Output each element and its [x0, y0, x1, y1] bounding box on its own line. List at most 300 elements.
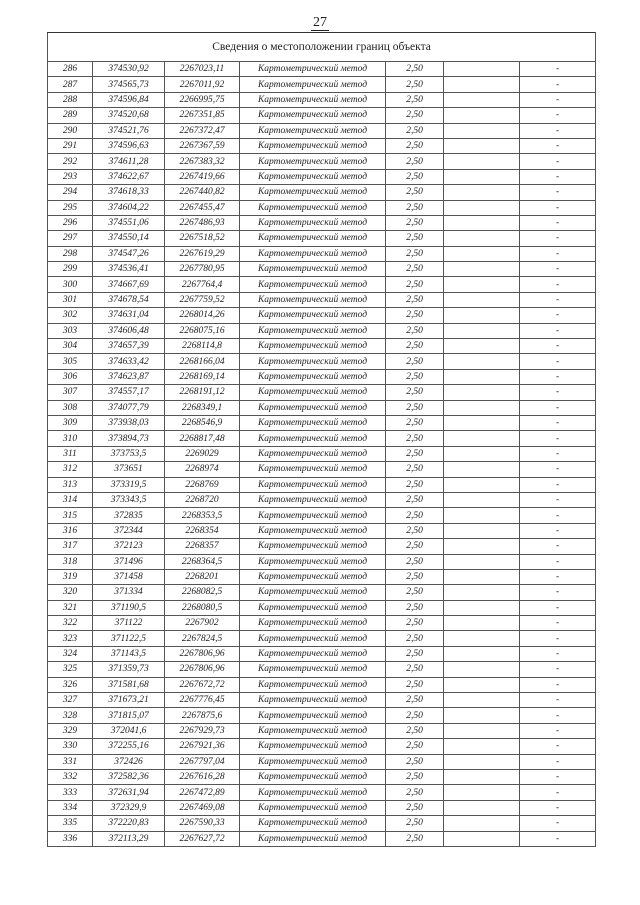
accuracy-cell: 2,50: [386, 677, 444, 692]
empty-cell: [444, 262, 520, 277]
x-coordinate-cell: 374521,76: [93, 123, 165, 138]
y-coordinate-cell: 2268169,14: [165, 369, 240, 384]
point-number-cell: 306: [48, 369, 93, 384]
table-row: [48, 662, 596, 677]
point-number-cell: 286: [48, 62, 93, 77]
note-cell: -: [520, 462, 596, 477]
accuracy-cell: 2,50: [386, 77, 444, 92]
y-coordinate-cell: 2268720: [165, 492, 240, 507]
y-coordinate-cell: 2267806,96: [165, 646, 240, 661]
x-coordinate-cell: 372329,9: [93, 800, 165, 815]
page-number-text: 27: [313, 15, 327, 30]
accuracy-cell: 2,50: [386, 569, 444, 584]
empty-cell: [444, 477, 520, 492]
table-row: [48, 431, 596, 446]
note-cell: -: [520, 400, 596, 415]
y-coordinate-cell: 2267616,28: [165, 769, 240, 784]
note-cell: -: [520, 108, 596, 123]
table-row: [48, 769, 596, 784]
empty-cell: [444, 616, 520, 631]
accuracy-cell: 2,50: [386, 154, 444, 169]
table-row: [48, 800, 596, 815]
note-cell: -: [520, 769, 596, 784]
empty-cell: [444, 739, 520, 754]
accuracy-cell: 2,50: [386, 385, 444, 400]
point-number-cell: 287: [48, 77, 93, 92]
empty-cell: [444, 600, 520, 615]
y-coordinate-cell: 2268817,48: [165, 431, 240, 446]
point-number-cell: 302: [48, 308, 93, 323]
point-number-cell: 289: [48, 108, 93, 123]
table-row: [48, 600, 596, 615]
method-cell: Картометрический метод: [240, 831, 386, 846]
x-coordinate-cell: 374604,22: [93, 200, 165, 215]
method-cell: Картометрический метод: [240, 277, 386, 292]
point-number-cell: 332: [48, 769, 93, 784]
accuracy-cell: 2,50: [386, 585, 444, 600]
table-row: [48, 446, 596, 461]
x-coordinate-cell: 371334: [93, 585, 165, 600]
table-row: [48, 492, 596, 507]
y-coordinate-cell: 2267921,36: [165, 739, 240, 754]
point-number-cell: 304: [48, 339, 93, 354]
point-number-cell: 321: [48, 600, 93, 615]
point-number-cell: 298: [48, 246, 93, 261]
x-coordinate-cell: 374565,73: [93, 77, 165, 92]
x-coordinate-cell: 372113,29: [93, 831, 165, 846]
accuracy-cell: 2,50: [386, 831, 444, 846]
method-cell: Картометрический метод: [240, 323, 386, 338]
x-coordinate-cell: 374678,54: [93, 292, 165, 307]
point-number-cell: 300: [48, 277, 93, 292]
note-cell: -: [520, 631, 596, 646]
method-cell: Картометрический метод: [240, 169, 386, 184]
empty-cell: [444, 723, 520, 738]
point-number-cell: 324: [48, 646, 93, 661]
point-number-cell: 288: [48, 92, 93, 107]
x-coordinate-cell: 374596,63: [93, 138, 165, 153]
note-cell: -: [520, 785, 596, 800]
y-coordinate-cell: 2267627,72: [165, 831, 240, 846]
table-row: [48, 92, 596, 107]
note-cell: -: [520, 723, 596, 738]
table-row: [48, 739, 596, 754]
table-row: [48, 77, 596, 92]
accuracy-cell: 2,50: [386, 169, 444, 184]
empty-cell: [444, 693, 520, 708]
note-cell: -: [520, 62, 596, 77]
method-cell: Картометрический метод: [240, 769, 386, 784]
accuracy-cell: 2,50: [386, 308, 444, 323]
x-coordinate-cell: 371359,73: [93, 662, 165, 677]
x-coordinate-cell: 374557,17: [93, 385, 165, 400]
empty-cell: [444, 123, 520, 138]
y-coordinate-cell: 2267797,04: [165, 754, 240, 769]
accuracy-cell: 2,50: [386, 492, 444, 507]
method-cell: Картометрический метод: [240, 492, 386, 507]
empty-cell: [444, 246, 520, 261]
note-cell: -: [520, 231, 596, 246]
accuracy-cell: 2,50: [386, 600, 444, 615]
point-number-cell: 305: [48, 354, 93, 369]
method-cell: Картометрический метод: [240, 800, 386, 815]
y-coordinate-cell: 2268082,5: [165, 585, 240, 600]
empty-cell: [444, 631, 520, 646]
empty-cell: [444, 508, 520, 523]
method-cell: Картометрический метод: [240, 123, 386, 138]
empty-cell: [444, 369, 520, 384]
empty-cell: [444, 292, 520, 307]
point-number-cell: 307: [48, 385, 93, 400]
method-cell: Картометрический метод: [240, 246, 386, 261]
point-number-cell: 317: [48, 539, 93, 554]
note-cell: -: [520, 539, 596, 554]
empty-cell: [444, 708, 520, 723]
empty-cell: [444, 662, 520, 677]
accuracy-cell: 2,50: [386, 292, 444, 307]
empty-cell: [444, 539, 520, 554]
accuracy-cell: 2,50: [386, 262, 444, 277]
accuracy-cell: 2,50: [386, 215, 444, 230]
note-cell: -: [520, 262, 596, 277]
point-number-cell: 293: [48, 169, 93, 184]
empty-cell: [444, 215, 520, 230]
point-number-cell: 322: [48, 616, 93, 631]
point-number-cell: 299: [48, 262, 93, 277]
section-title: Сведения о местоположении границ объекта: [48, 33, 596, 62]
empty-cell: [444, 754, 520, 769]
y-coordinate-cell: 2268353,5: [165, 508, 240, 523]
table-row: [48, 354, 596, 369]
accuracy-cell: 2,50: [386, 62, 444, 77]
boundary-coordinates-table: [47, 32, 596, 847]
x-coordinate-cell: 374596,84: [93, 92, 165, 107]
method-cell: Картометрический метод: [240, 693, 386, 708]
method-cell: Картометрический метод: [240, 292, 386, 307]
point-number-cell: 323: [48, 631, 93, 646]
note-cell: -: [520, 92, 596, 107]
method-cell: Картометрический метод: [240, 708, 386, 723]
method-cell: Картометрический метод: [240, 431, 386, 446]
empty-cell: [444, 446, 520, 461]
table-row: [48, 585, 596, 600]
y-coordinate-cell: 2267902: [165, 616, 240, 631]
method-cell: Картометрический метод: [240, 369, 386, 384]
x-coordinate-cell: 371122,5: [93, 631, 165, 646]
method-cell: Картометрический метод: [240, 662, 386, 677]
note-cell: -: [520, 215, 596, 230]
table-row: [48, 231, 596, 246]
method-cell: Картометрический метод: [240, 108, 386, 123]
x-coordinate-cell: 374520,68: [93, 108, 165, 123]
table-row: [48, 785, 596, 800]
point-number-cell: 328: [48, 708, 93, 723]
y-coordinate-cell: 2268364,5: [165, 554, 240, 569]
x-coordinate-cell: 374530,92: [93, 62, 165, 77]
method-cell: Картометрический метод: [240, 523, 386, 538]
x-coordinate-cell: 374550,14: [93, 231, 165, 246]
table-row: [48, 385, 596, 400]
y-coordinate-cell: 2269029: [165, 446, 240, 461]
accuracy-cell: 2,50: [386, 523, 444, 538]
method-cell: Картометрический метод: [240, 231, 386, 246]
y-coordinate-cell: 2267455,47: [165, 200, 240, 215]
table-row: [48, 723, 596, 738]
empty-cell: [444, 138, 520, 153]
x-coordinate-cell: 371143,5: [93, 646, 165, 661]
table-row: [48, 677, 596, 692]
accuracy-cell: 2,50: [386, 508, 444, 523]
empty-cell: [444, 646, 520, 661]
point-number-cell: 313: [48, 477, 93, 492]
table-row: [48, 108, 596, 123]
method-cell: Картометрический метод: [240, 646, 386, 661]
x-coordinate-cell: 374623,87: [93, 369, 165, 384]
table-row: [48, 400, 596, 415]
table-row: [48, 62, 596, 77]
accuracy-cell: 2,50: [386, 462, 444, 477]
table-row: [48, 646, 596, 661]
point-number-cell: 312: [48, 462, 93, 477]
note-cell: -: [520, 277, 596, 292]
empty-cell: [444, 169, 520, 184]
point-number-cell: 331: [48, 754, 93, 769]
point-number-cell: 297: [48, 231, 93, 246]
empty-cell: [444, 415, 520, 430]
y-coordinate-cell: 2268191,12: [165, 385, 240, 400]
x-coordinate-cell: 374631,04: [93, 308, 165, 323]
method-cell: Картометрический метод: [240, 354, 386, 369]
point-number-cell: 315: [48, 508, 93, 523]
y-coordinate-cell: 2267440,82: [165, 185, 240, 200]
accuracy-cell: 2,50: [386, 138, 444, 153]
x-coordinate-cell: 373343,5: [93, 492, 165, 507]
method-cell: Картометрический метод: [240, 62, 386, 77]
method-cell: Картометрический метод: [240, 200, 386, 215]
y-coordinate-cell: 2267023,11: [165, 62, 240, 77]
accuracy-cell: 2,50: [386, 723, 444, 738]
empty-cell: [444, 816, 520, 831]
y-coordinate-cell: 2268080,5: [165, 600, 240, 615]
empty-cell: [444, 400, 520, 415]
table-row: [48, 477, 596, 492]
accuracy-cell: 2,50: [386, 631, 444, 646]
y-coordinate-cell: 2267824,5: [165, 631, 240, 646]
empty-cell: [444, 800, 520, 815]
table-row: [48, 308, 596, 323]
table-row: [48, 262, 596, 277]
x-coordinate-cell: 372582,36: [93, 769, 165, 784]
method-cell: Картометрический метод: [240, 339, 386, 354]
empty-cell: [444, 523, 520, 538]
accuracy-cell: 2,50: [386, 800, 444, 815]
note-cell: -: [520, 292, 596, 307]
y-coordinate-cell: 2268201: [165, 569, 240, 584]
y-coordinate-cell: 2267590,33: [165, 816, 240, 831]
note-cell: -: [520, 138, 596, 153]
accuracy-cell: 2,50: [386, 200, 444, 215]
note-cell: -: [520, 616, 596, 631]
y-coordinate-cell: 2267469,08: [165, 800, 240, 815]
method-cell: Картометрический метод: [240, 677, 386, 692]
method-cell: Картометрический метод: [240, 138, 386, 153]
table-row: [48, 523, 596, 538]
y-coordinate-cell: 2268769: [165, 477, 240, 492]
method-cell: Картометрический метод: [240, 185, 386, 200]
note-cell: -: [520, 415, 596, 430]
note-cell: -: [520, 523, 596, 538]
accuracy-cell: 2,50: [386, 231, 444, 246]
y-coordinate-cell: 2268075,16: [165, 323, 240, 338]
note-cell: -: [520, 77, 596, 92]
y-coordinate-cell: 2267672,72: [165, 677, 240, 692]
table-row: [48, 292, 596, 307]
table-row: [48, 339, 596, 354]
empty-cell: [444, 108, 520, 123]
method-cell: Картометрический метод: [240, 539, 386, 554]
y-coordinate-cell: 2268546,9: [165, 415, 240, 430]
x-coordinate-cell: 373938,03: [93, 415, 165, 430]
method-cell: Картометрический метод: [240, 616, 386, 631]
method-cell: Картометрический метод: [240, 723, 386, 738]
table-row: [48, 415, 596, 430]
empty-cell: [444, 785, 520, 800]
empty-cell: [444, 77, 520, 92]
accuracy-cell: 2,50: [386, 816, 444, 831]
accuracy-cell: 2,50: [386, 323, 444, 338]
note-cell: -: [520, 554, 596, 569]
x-coordinate-cell: 374551,06: [93, 215, 165, 230]
note-cell: -: [520, 646, 596, 661]
note-cell: -: [520, 369, 596, 384]
point-number-cell: 333: [48, 785, 93, 800]
note-cell: -: [520, 169, 596, 184]
point-number-cell: 294: [48, 185, 93, 200]
x-coordinate-cell: 372426: [93, 754, 165, 769]
y-coordinate-cell: 2267776,45: [165, 693, 240, 708]
table-row: [48, 754, 596, 769]
x-coordinate-cell: 372255,16: [93, 739, 165, 754]
x-coordinate-cell: 374618,33: [93, 185, 165, 200]
method-cell: Картометрический метод: [240, 569, 386, 584]
table-row: [48, 554, 596, 569]
x-coordinate-cell: 371581,68: [93, 677, 165, 692]
method-cell: Картометрический метод: [240, 400, 386, 415]
table-row: [48, 138, 596, 153]
note-cell: -: [520, 477, 596, 492]
y-coordinate-cell: 2267472,89: [165, 785, 240, 800]
point-number-cell: 309: [48, 415, 93, 430]
accuracy-cell: 2,50: [386, 554, 444, 569]
note-cell: -: [520, 246, 596, 261]
x-coordinate-cell: 371815,07: [93, 708, 165, 723]
accuracy-cell: 2,50: [386, 662, 444, 677]
point-number-cell: 291: [48, 138, 93, 153]
point-number-cell: 292: [48, 154, 93, 169]
accuracy-cell: 2,50: [386, 754, 444, 769]
y-coordinate-cell: 2267351,85: [165, 108, 240, 123]
point-number-cell: 303: [48, 323, 93, 338]
method-cell: Картометрический метод: [240, 739, 386, 754]
y-coordinate-cell: 2267518,52: [165, 231, 240, 246]
method-cell: Картометрический метод: [240, 462, 386, 477]
table-title-row: [48, 33, 596, 62]
x-coordinate-cell: 374667,69: [93, 277, 165, 292]
note-cell: -: [520, 662, 596, 677]
accuracy-cell: 2,50: [386, 277, 444, 292]
method-cell: Картометрический метод: [240, 215, 386, 230]
method-cell: Картометрический метод: [240, 554, 386, 569]
y-coordinate-cell: 2267367,59: [165, 138, 240, 153]
empty-cell: [444, 62, 520, 77]
note-cell: -: [520, 339, 596, 354]
empty-cell: [444, 585, 520, 600]
note-cell: -: [520, 492, 596, 507]
table-row: [48, 569, 596, 584]
table-row: [48, 323, 596, 338]
point-number-cell: 334: [48, 800, 93, 815]
note-cell: -: [520, 831, 596, 846]
table-row: [48, 215, 596, 230]
table-row: [48, 539, 596, 554]
empty-cell: [444, 769, 520, 784]
accuracy-cell: 2,50: [386, 400, 444, 415]
empty-cell: [444, 339, 520, 354]
point-number-cell: 296: [48, 215, 93, 230]
x-coordinate-cell: 374622,67: [93, 169, 165, 184]
method-cell: Картометрический метод: [240, 262, 386, 277]
note-cell: -: [520, 308, 596, 323]
y-coordinate-cell: 2267372,47: [165, 123, 240, 138]
method-cell: Картометрический метод: [240, 308, 386, 323]
method-cell: Картометрический метод: [240, 385, 386, 400]
point-number-cell: 290: [48, 123, 93, 138]
x-coordinate-cell: 374657,39: [93, 339, 165, 354]
x-coordinate-cell: 371673,21: [93, 693, 165, 708]
x-coordinate-cell: 372344: [93, 523, 165, 538]
x-coordinate-cell: 371496: [93, 554, 165, 569]
x-coordinate-cell: 374606,48: [93, 323, 165, 338]
empty-cell: [444, 569, 520, 584]
point-number-cell: 310: [48, 431, 93, 446]
table-row: [48, 462, 596, 477]
method-cell: Картометрический метод: [240, 92, 386, 107]
table-row: [48, 616, 596, 631]
empty-cell: [444, 831, 520, 846]
method-cell: Картометрический метод: [240, 77, 386, 92]
table-row: [48, 185, 596, 200]
accuracy-cell: 2,50: [386, 108, 444, 123]
note-cell: -: [520, 693, 596, 708]
note-cell: -: [520, 123, 596, 138]
y-coordinate-cell: 2267619,29: [165, 246, 240, 261]
x-coordinate-cell: 372220,83: [93, 816, 165, 831]
note-cell: -: [520, 431, 596, 446]
accuracy-cell: 2,50: [386, 185, 444, 200]
y-coordinate-cell: 2267486,93: [165, 215, 240, 230]
y-coordinate-cell: 2267759,52: [165, 292, 240, 307]
accuracy-cell: 2,50: [386, 92, 444, 107]
method-cell: Картометрический метод: [240, 600, 386, 615]
method-cell: Картометрический метод: [240, 508, 386, 523]
accuracy-cell: 2,50: [386, 354, 444, 369]
note-cell: -: [520, 754, 596, 769]
y-coordinate-cell: 2268166,04: [165, 354, 240, 369]
x-coordinate-cell: 372123: [93, 539, 165, 554]
method-cell: Картометрический метод: [240, 754, 386, 769]
x-coordinate-cell: 371190,5: [93, 600, 165, 615]
table-row: [48, 693, 596, 708]
